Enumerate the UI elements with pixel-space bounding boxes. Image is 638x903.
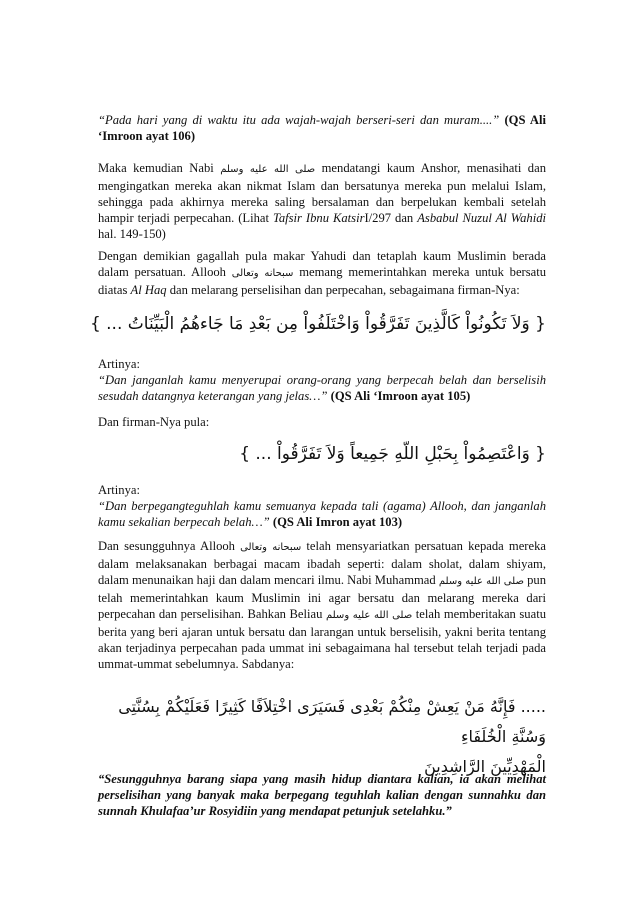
hadith-line-1: ..... فَإِنَّهُ مَنْ يَعِشْ مِنْكُمْ بَعْدِى فَسَيَرَى اخْتِلاَفًا كَثِيرًا فَعَلَيْكُمْ بِسُنَّتِى وَسُنَّةِ الْخُلَفَاءِ xyxy=(118,697,546,746)
text-segment: telah mensyariatkan persatuan kepada mereka dalam melaksanakan berbagai macam ibadah seperti: dalam sholat, dalam shiyam, dalam menunaikan haji dan dalam mencari ilmu. Nabi Muhammad xyxy=(98,539,546,587)
artinya-label: Artinya: xyxy=(98,483,140,497)
quran-verse-105: { وَلاَ تَكُونُواْ كَالَّذِينَ تَفَرَّقُواْ وَاخْتَلَفُواْ مِن بَعْدِ مَا جَاءهُمُ الْبَيِّنَاتُ ... } xyxy=(89,314,546,334)
text-segment: pun telah memerintahkan kaum Muslimin ini agar bersatu dan melarang mereka dari perpecahan dan perselisihan. Bahkan Beliau xyxy=(98,573,547,621)
text-segment: hal. 149-150) xyxy=(98,227,166,241)
paragraph-dan-firman: Dan firman-Nya pula: xyxy=(98,415,210,429)
reference-ayat-106: (QS Ali ‘Imroon ayat 106) xyxy=(98,113,546,143)
translation-103: “Dan berpegangteguhlah kamu semuanya kepada tali (agama) Allooh, dan janganlah kamu sekalian berpecah belah…” xyxy=(98,499,546,529)
subhanahu-text: سبحانه وتعالى xyxy=(240,542,302,553)
paragraph-artinya-103 xyxy=(98,482,546,530)
translation-105: “Dan janganlah kamu menyerupai orang-orang yang berpecah belah dan berselisih sesudah datangnya keterangan yang jelas…” xyxy=(98,373,546,403)
reference-ayat-103: (QS Ali Imron ayat 103) xyxy=(272,515,403,529)
book-title-asbab: Asbabul Nuzul Al Wahidi xyxy=(417,211,547,225)
text-segment: telah memberitakan suatu berita yang beri ajaran untuk bersatu dan larangan untuk berselisih, yakni berita tentang akan terjadinya perpecahan pada ummat ini sebagaimana hal tersebut telah terjadi pada ummat-ummat sebelumnya. Sabdanya: xyxy=(98,607,546,671)
salawat-text: صلى الله عليه وسلم xyxy=(325,610,413,621)
quote-ayat-106: “Pada hari yang di waktu itu ada wajah-wajah berseri-seri dan muram....” xyxy=(98,113,500,127)
paragraph-persatuan-ibadah xyxy=(98,538,546,672)
text-segment: memang memerintahkan mereka untuk bersatu diatas xyxy=(98,265,547,297)
book-title-tafsir: Tafsir Ibnu Katsir xyxy=(273,211,365,225)
paragraph-quote-106 xyxy=(98,112,546,144)
paragraph-nabi-anshor xyxy=(98,160,546,242)
text-segment: I/297 dan xyxy=(364,211,414,225)
salawat-text: صلى الله عليه وسلم xyxy=(220,164,316,175)
salawat-text: صلى الله عليه وسلم xyxy=(438,576,524,587)
text-segment: mendatangi kaum Anshor, menasihati dan mengingatkan mereka akan nikmat Islam dan bersatunya mereka pun melalui Islam, sehingga pada akhirnya mereka saling bersalaman dan berpelukan kembali setelah hampir terjadi perpecahan. (Lihat xyxy=(98,161,546,225)
text-segment: Dan sesungguhnya Allooh xyxy=(98,539,235,553)
hadith-line-2: الْمَهْدِيِّينَ الرَّاشِدِينَ xyxy=(424,757,546,776)
al-haq-term: Al Haq xyxy=(130,283,167,297)
quran-verse-103: { وَاعْتَصِمُواْ بِحَبْلِ اللّهِ جَمِيعاً وَلاَ تَفَرَّقُواْ ... } xyxy=(239,444,546,464)
reference-ayat-105: (QS Ali ‘Imroon ayat 105) xyxy=(330,389,471,403)
text-segment: Dengan demikian gagallah pula makar Yahudi dan tetaplah kaum Muslimin berada dalam persatuan. Allooh xyxy=(98,249,546,279)
hadith-arabic xyxy=(98,692,546,782)
hadith-translation: “Sesungguhnya barang siapa yang masih hidup diantara kalian, ia akan melihat perselisihan yang banyak maka berpegang teguhlah kalian dengan sunnahku dan sunnah Khulafaa’ur Rosyidiin yang mendapat petunjuk setelahku.” xyxy=(98,772,546,818)
paragraph-persatuan xyxy=(98,248,546,298)
subhanahu-text: سبحانه وتعالى xyxy=(231,268,294,279)
paragraph-artinya-105 xyxy=(98,356,546,404)
artinya-label: Artinya: xyxy=(98,357,140,371)
text-segment: dan melarang perselisihan dan perpecahan, sebagaimana firman-Nya: xyxy=(169,283,520,297)
text-segment: Maka kemudian Nabi xyxy=(98,161,214,175)
